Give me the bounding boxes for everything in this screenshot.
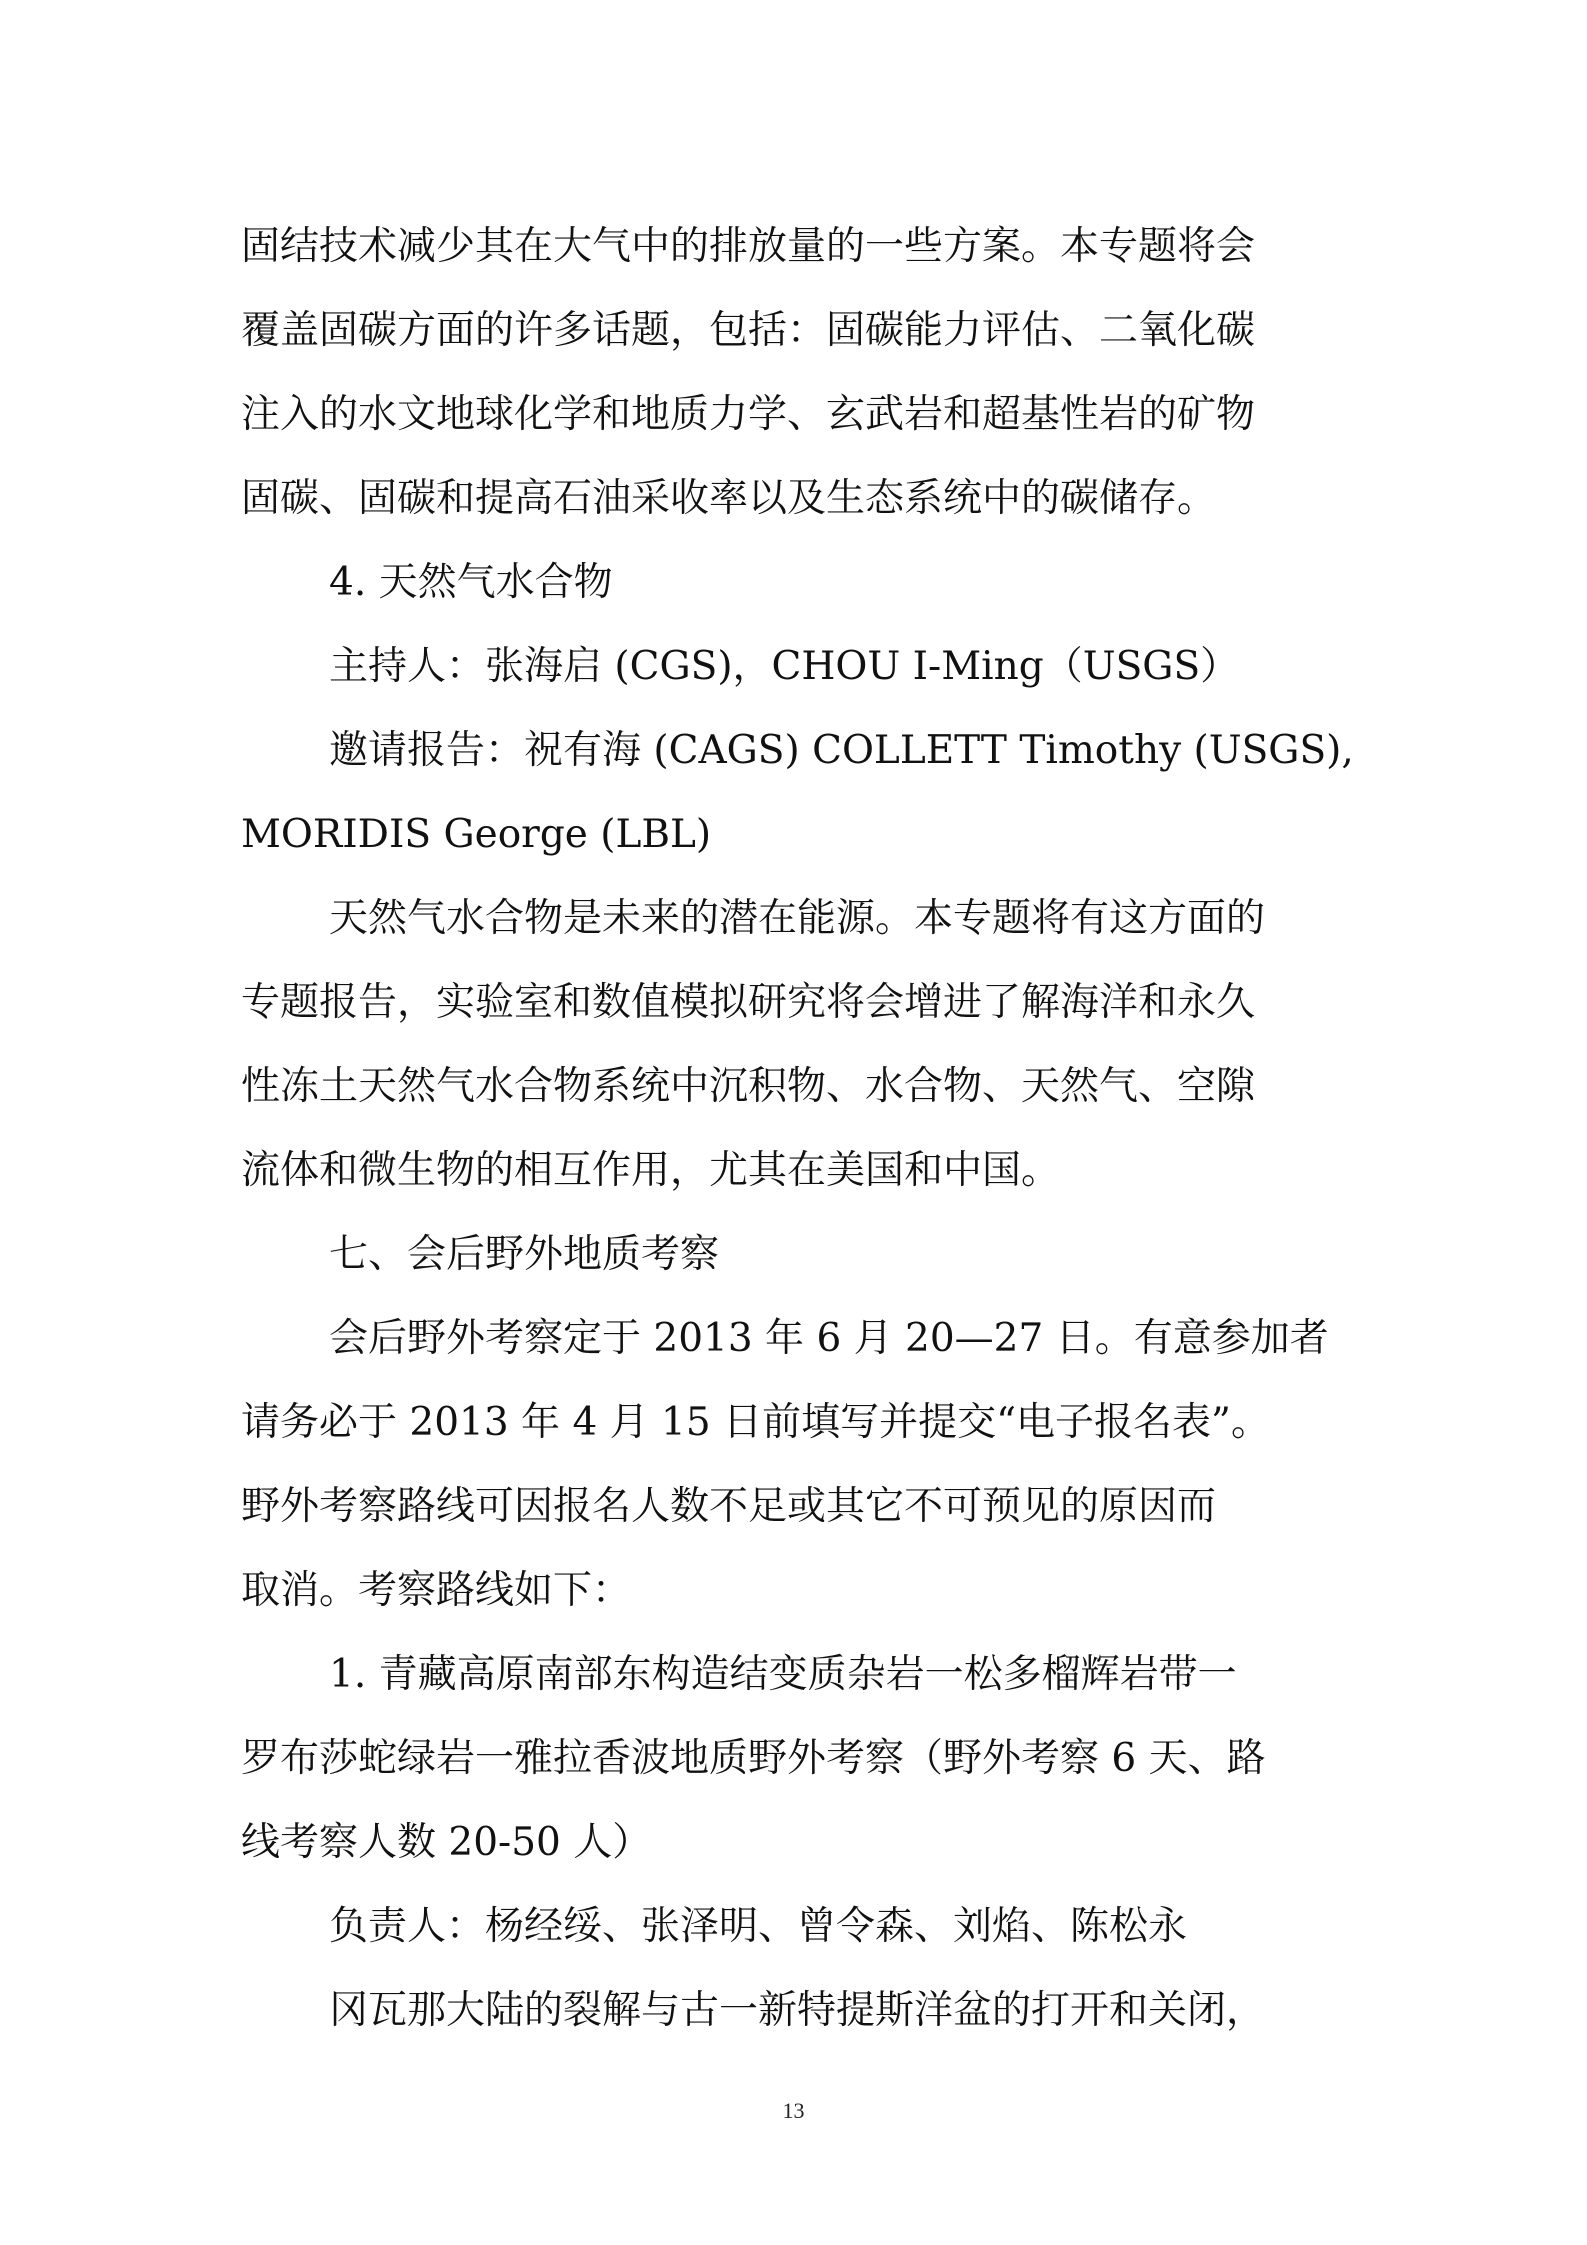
- invited-reports-continued: MORIDIS George (LBL): [241, 812, 712, 857]
- paragraph-line: 性冻土天然气水合物系统中沉积物、水合物、天然气、空隙: [241, 1064, 1256, 1109]
- section-heading-gas-hydrate: 4. 天然气水合物: [329, 560, 613, 605]
- route-item-continued: 罗布莎蛇绿岩一雅拉香波地质野外考察（野外考察 6 天、路: [241, 1736, 1266, 1781]
- paragraph-line: 专题报告，实验室和数值模拟研究将会增进了解海洋和永久: [241, 980, 1256, 1025]
- route-item-continued: 线考察人数 20-50 人）: [241, 1820, 652, 1865]
- page-number: 13: [782, 2098, 805, 2123]
- paragraph-line: 天然气水合物是未来的潜在能源。本专题将有这方面的: [329, 896, 1266, 941]
- route-item: 1. 青藏高原南部东构造结变质杂岩一松多榴辉岩带一: [329, 1652, 1237, 1697]
- section-heading-field-trip: 七、会后野外地质考察: [329, 1232, 720, 1277]
- paragraph-line: 注入的水文地球化学和地质力学、玄武岩和超基性岩的矿物: [241, 392, 1256, 437]
- paragraph-line: 覆盖固碳方面的许多话题，包括：固碳能力评估、二氧化碳: [241, 308, 1256, 353]
- paragraph-line: 固碳、固碳和提高石油采收率以及生态系统中的碳储存。: [241, 476, 1217, 521]
- invited-reports: 邀请报告：祝有海 (CAGS) COLLETT Timothy (USGS),: [329, 728, 1354, 773]
- paragraph-line: 冈瓦那大陆的裂解与古一新特提斯洋盆的打开和关闭，: [329, 1988, 1266, 2033]
- paragraph-line: 取消。考察路线如下：: [241, 1568, 632, 1613]
- paragraph-line: 流体和微生物的相互作用，尤其在美国和中国。: [241, 1148, 1061, 1193]
- document-body: [241, 205, 1356, 2053]
- session-hosts: 主持人：张海启 (CGS)，CHOU I-Ming（USGS）: [329, 644, 1240, 689]
- paragraph-line: 会后野外考察定于 2013 年 6 月 20—27 日。有意参加者: [329, 1316, 1329, 1361]
- paragraph-line: 野外考察路线可因报名人数不足或其它不可预见的原因而: [241, 1484, 1217, 1529]
- route-leaders: 负责人：杨经绥、张泽明、曾令森、刘焰、陈松永: [329, 1904, 1188, 1949]
- paragraph-line: 请务必于 2013 年 4 月 15 日前填写并提交“电子报名表”。: [241, 1400, 1270, 1445]
- paragraph-line: 固结技术减少其在大气中的排放量的一些方案。本专题将会: [241, 224, 1256, 269]
